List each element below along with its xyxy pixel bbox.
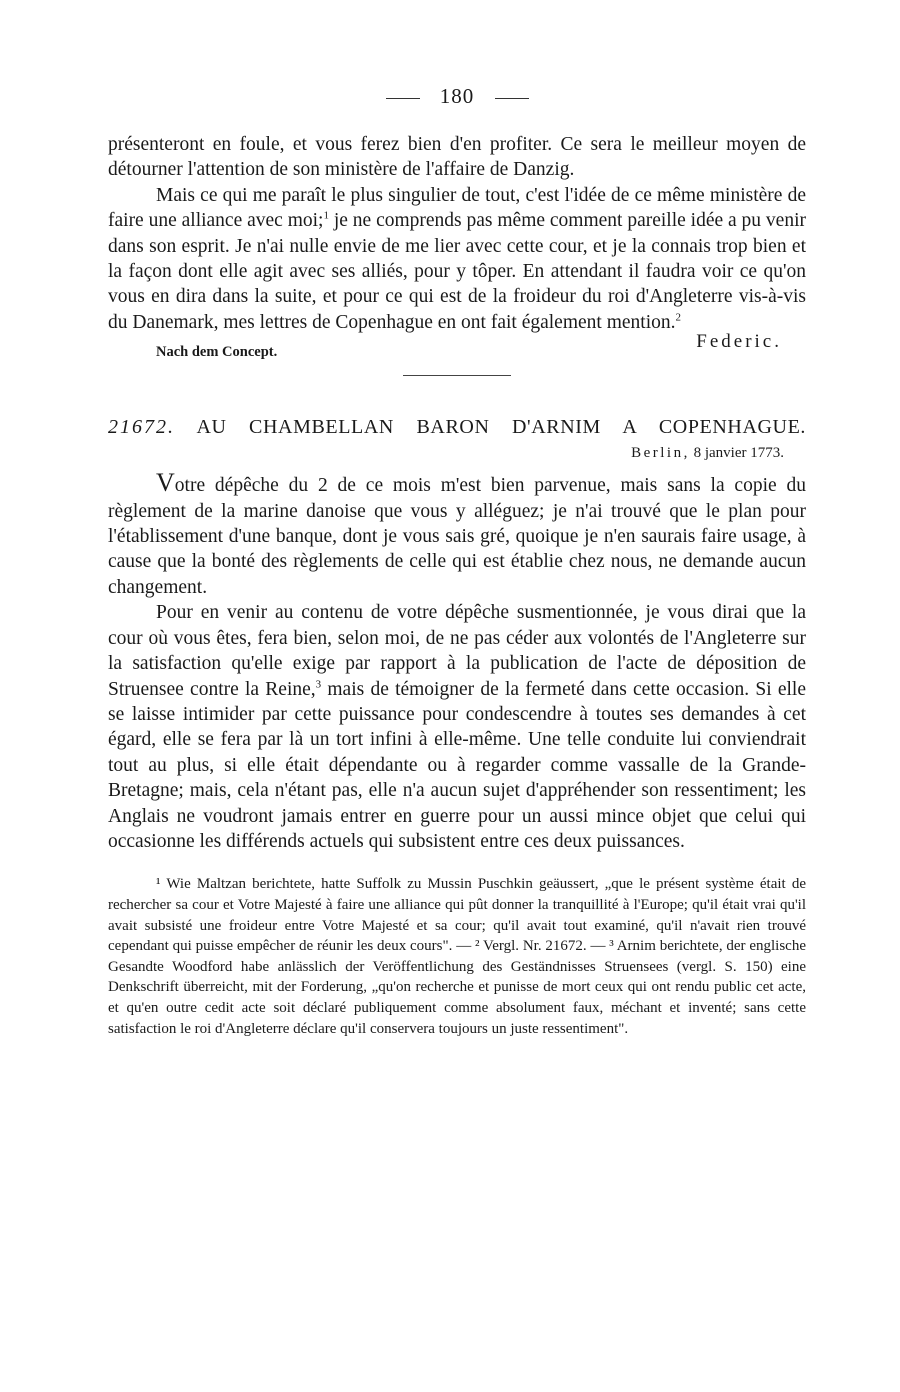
- header-dash-right: [495, 98, 529, 99]
- page-number: 180: [439, 84, 475, 108]
- letter-addressee: AU CHAMBELLAN BARON D'ARNIM A COPENHAGUE.: [196, 416, 806, 439]
- source-note: Nach dem Concept.: [156, 344, 278, 361]
- paragraph-text: otre dépêche du 2 de ce mois m'est bien parvenue, mais sans la copie du règlement de la marine danoise que vous y alléguez; je n'ai trouvé que le plan pour l'établissement d'une banque, dont je vous sais gré, quoique je n'en saurais faire usage, à cause que la bonté des règlements de celle qui est établie chez nous, ne demande aucun changement.: [108, 475, 806, 598]
- letter-21671-paragraph-2: [108, 183, 806, 335]
- paragraph-text: Pour en venir au contenu de votre dépêche susmentionnée, je vous dirai que la cour où vous êtes, fera bien, selon moi, de ne pas céder aux volontés de l'Angleterre sur la satisfaction qu'elle exige par rapport à la publication de l'acte de déposition de Struensee contre la Reine,: [108, 602, 806, 700]
- paragraph-text: je ne comprends pas même comment pareille idée a pu venir dans son esprit. Je n'ai nulle envie de me lier avec cette cour, et je la connais trop bien et la façon dont elle agit avec ses alliés, pour y tôper. En attendant il faudra voir ce qu'on vous en dira dans la suite, et pour ce qui est de la froideur du roi d'Angleterre vis-à-vis du Danemark, mes lettres de Copenhague en ont fait également mention.: [108, 210, 806, 333]
- document-page: [108, 82, 806, 1039]
- signature: Federic.: [696, 331, 782, 353]
- initial-letter: V: [156, 468, 175, 498]
- letter-heading: [108, 414, 806, 440]
- section-divider: [403, 375, 511, 376]
- letter-21672-paragraph-1: [108, 470, 806, 600]
- letter-21671-paragraph-1: [108, 132, 806, 183]
- page-header: [108, 82, 806, 110]
- paragraph-text: présenteront en foule, et vous ferez bien d'en profiter. Ce sera le meilleur moyen de détourner l'attention de son ministère de l'affaire de Danzig.: [108, 134, 806, 181]
- letter-21672-paragraph-2: [108, 600, 806, 854]
- footnote-reference-3[interactable]: 3: [315, 678, 322, 690]
- footnote-reference-2[interactable]: 2: [675, 311, 681, 324]
- footnotes-text: ¹ Wie Maltzan berichtete, hatte Suffolk zu Mussin Puschkin geäussert, „que le présent système était de rechercher sa cour et Votre Majesté à faire une alliance qui pût donner la tranquillité à l'Europe; qu'il était vrai qu'il avait subsisté une froideur entre Votre Majesté et sa cour; qu'il avait tout examiné, qu'il n'avait rien trouvé cependant qui puisse empêcher de réunir les deux cours". — ² Vergl. Nr. 21672. — ³ Arnim berichtete, der englische Gesandte Woodford habe anlässlich der Veröffentlichung des Geständnisses Struensees (vergl. S. 150) eine Denkschrift überreicht, mit der Forderung, „qu'on recherche et punisse de mort ceux qui ont rendu public cet acte, et qu'en outre cedit acte soit déclaré publiquement comme absolument faux, méchant et inventé; sans cette satisfaction le roi d'Angleterre déclare qu'il conservera toujours un juste ressentiment".: [108, 876, 806, 1037]
- letter-number: 21672.: [108, 416, 175, 439]
- paragraph-text: mais de témoigner de la fermeté dans cette occasion. Si elle se laisse intimider par cette puissance pour condescendre à toutes ses demandes à cet égard, elle se fera par là un tort infini à elle-même. Une telle conduite lui conviendrait tout au plus, si elle était dépendante ou à regarder comme vassalle de la Grande-Bretagne; mais, cela n'étant pas, elle n'a aucun sujet d'appréhender son ressentiment; les Anglais ne voudront jamais entrer en guerre pour un aussi mince objet que celui qui occasionne les différends actuels qui subsistent entre ces deux puissances.: [108, 678, 807, 852]
- footnote-reference-1[interactable]: 1: [323, 209, 329, 222]
- paragraph-text: Mais ce qui me paraît le plus singulier de tout, c'est l'idée de ce même ministère de faire une alliance avec moi;: [108, 184, 806, 232]
- dateline: [108, 442, 784, 464]
- footnotes-section: [108, 874, 806, 1039]
- dateline-date: 8 janvier 1773.: [693, 445, 784, 462]
- dateline-place: Berlin,: [631, 445, 690, 462]
- header-dash-left: [386, 98, 420, 99]
